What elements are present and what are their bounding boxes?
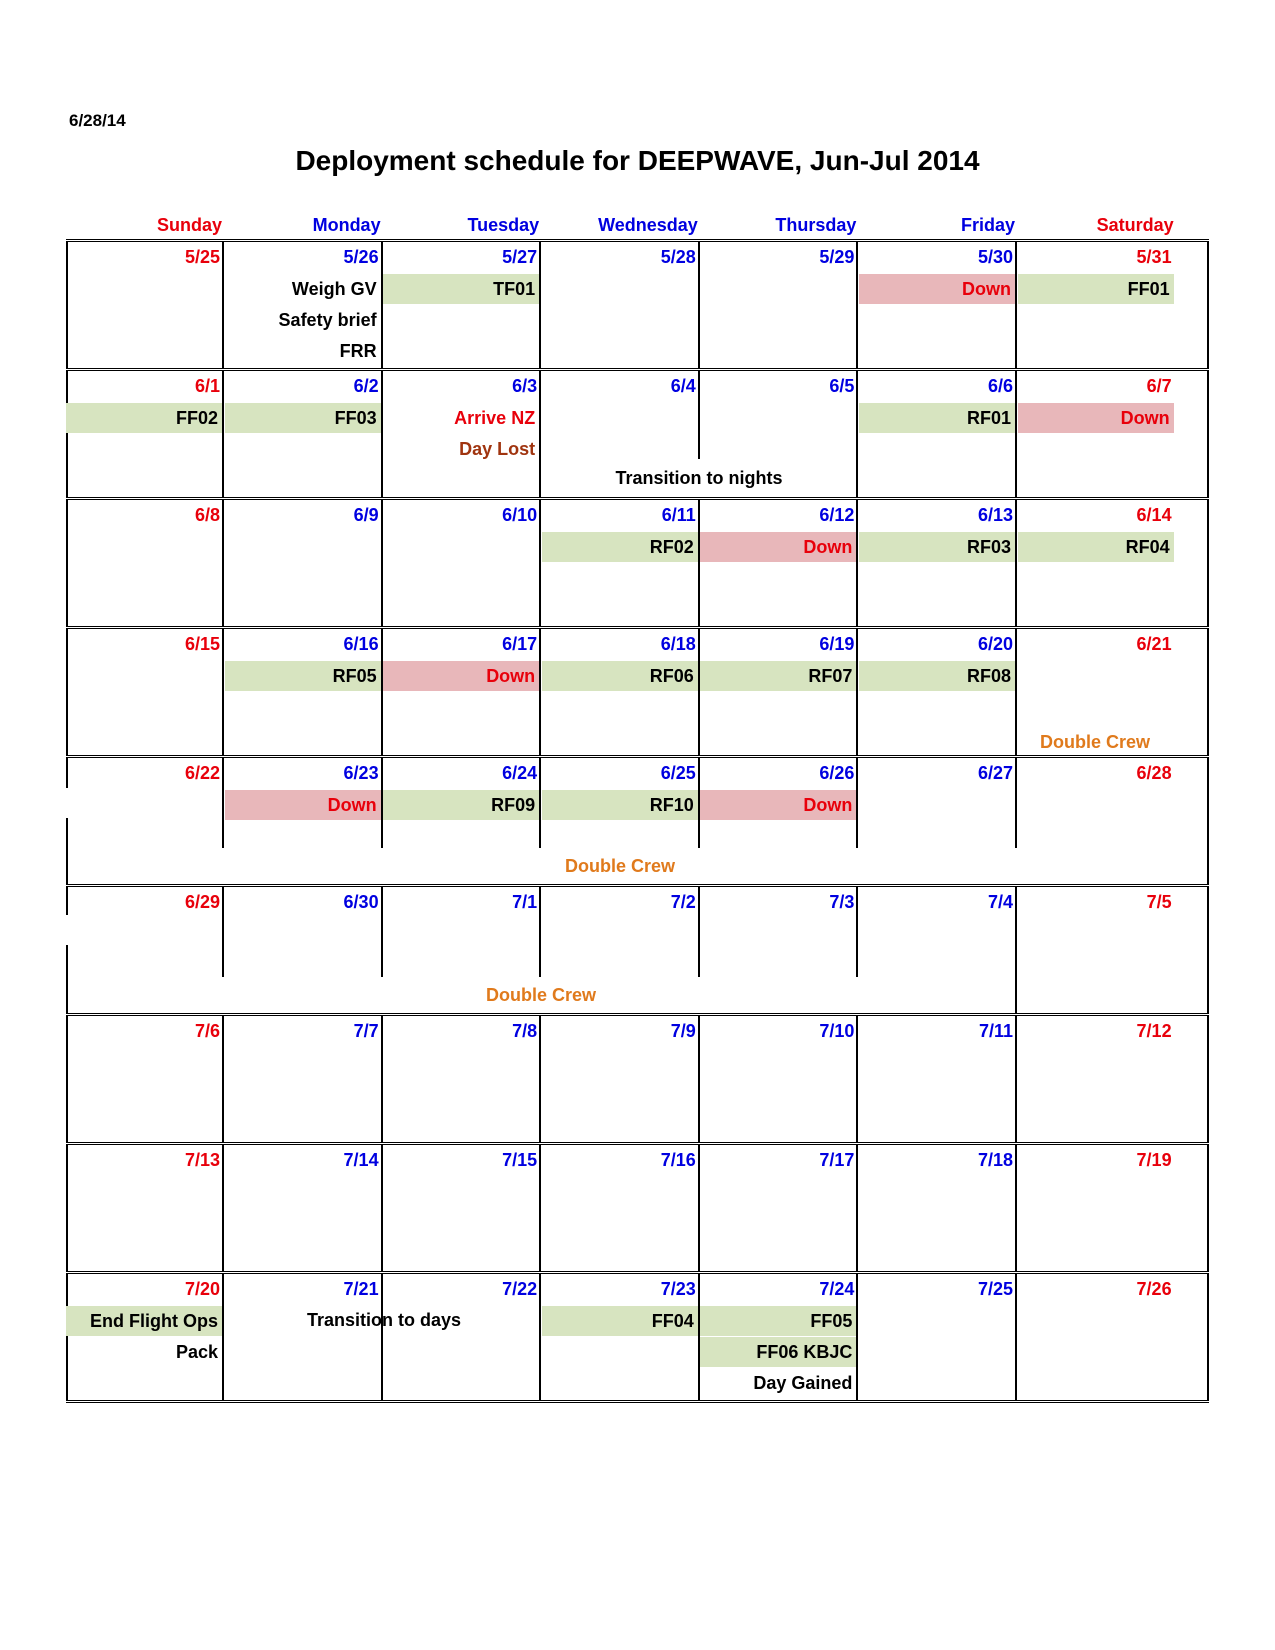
right-border	[1207, 887, 1209, 1013]
flight-label: FF02	[66, 403, 222, 433]
day-number: 5/25	[184, 247, 220, 267]
flight-label: FF04	[542, 1306, 698, 1336]
page-title: Deployment schedule for DEEPWAVE, Jun-Jul 2014	[295, 145, 980, 176]
day-number: 7/11	[978, 1021, 1013, 1041]
day-number: 6/15	[184, 634, 220, 654]
day-number: 7/5	[1146, 892, 1172, 912]
down-day-label: Down	[700, 532, 856, 562]
day-number: 6/20	[977, 634, 1013, 654]
day-number: 7/17	[819, 1150, 855, 1170]
day-cell	[859, 242, 1017, 368]
day-number: 6/7	[1146, 376, 1172, 396]
flight-label: RF09	[383, 790, 539, 820]
week-row	[66, 1142, 1209, 1271]
day-header-monday: Monday	[312, 215, 381, 235]
day-cell	[700, 242, 858, 368]
day-cell	[66, 242, 224, 368]
day-cell	[383, 242, 541, 368]
spanning-note: Transition to nights	[615, 468, 783, 488]
day-number: 7/1	[512, 892, 538, 912]
day-cell	[1018, 242, 1176, 368]
day-number: 6/24	[502, 763, 538, 783]
document-date: 6/28/14	[69, 111, 126, 130]
right-border	[1207, 242, 1209, 368]
day-header-thursday: Thursday	[775, 215, 857, 235]
event-label: Weigh GV	[291, 279, 377, 299]
week-row	[66, 1013, 1209, 1142]
day-cell	[225, 500, 383, 626]
day-number: 7/3	[829, 892, 855, 912]
day-number: 6/18	[660, 634, 696, 654]
day-number: 7/13	[184, 1150, 220, 1170]
day-cell	[542, 629, 700, 755]
day-number: 5/30	[977, 247, 1013, 267]
day-cell	[859, 371, 1017, 497]
spanning-note: Double Crew	[1039, 732, 1150, 752]
flight-label: End Flight Ops	[66, 1306, 222, 1336]
day-cell	[383, 371, 541, 497]
day-number: 6/19	[819, 634, 855, 654]
day-cell	[383, 1016, 541, 1142]
flight-label: FF01	[1018, 274, 1174, 304]
day-cell	[542, 500, 700, 626]
day-number: 7/8	[512, 1021, 538, 1041]
flight-label: FF05	[700, 1306, 856, 1336]
day-cell	[225, 1016, 383, 1142]
flight-label: RF03	[859, 532, 1015, 562]
day-number: 6/16	[343, 634, 379, 654]
spanning-note: Transition to days	[306, 1310, 462, 1330]
right-border	[1207, 500, 1209, 626]
down-day-label: Down	[1018, 403, 1174, 433]
day-cell	[859, 1274, 1017, 1400]
event-label: FRR	[339, 341, 377, 361]
event-label: Safety brief	[278, 310, 377, 330]
day-number: 7/2	[670, 892, 696, 912]
day-cell	[1018, 500, 1176, 626]
day-number: 5/26	[343, 247, 379, 267]
day-number: 7/25	[977, 1279, 1013, 1299]
day-cell	[225, 371, 383, 497]
day-cell	[542, 1016, 700, 1142]
day-number: 6/1	[194, 376, 220, 396]
day-number: 6/10	[502, 505, 538, 525]
right-border	[1207, 371, 1209, 497]
flight-label: RF01	[859, 403, 1015, 433]
spanning-note: Double Crew	[485, 985, 596, 1005]
day-header-saturday: Saturday	[1096, 215, 1174, 235]
day-cell	[66, 371, 224, 497]
day-number: 5/27	[502, 247, 538, 267]
day-cell	[859, 500, 1017, 626]
day-number: 7/4	[987, 892, 1013, 912]
day-number: 7/10	[819, 1021, 855, 1041]
day-number: 7/16	[660, 1150, 696, 1170]
week-row	[66, 368, 1209, 497]
day-number: 7/6	[194, 1021, 220, 1041]
day-number: 5/28	[660, 247, 696, 267]
day-cell	[383, 500, 541, 626]
calendar-grid	[66, 239, 1209, 1403]
flight-label: RF02	[542, 532, 698, 562]
day-cell	[700, 1145, 858, 1271]
day-number: 7/19	[1136, 1150, 1172, 1170]
day-number: 6/6	[987, 376, 1013, 396]
day-cell	[859, 1145, 1017, 1271]
day-number: 7/12	[1136, 1021, 1172, 1041]
right-border	[1207, 1145, 1209, 1271]
day-number: 7/7	[353, 1021, 379, 1041]
flight-label: RF06	[542, 661, 698, 691]
down-day-label: Down	[700, 790, 856, 820]
week-row	[66, 626, 1209, 755]
flight-label: RF07	[700, 661, 856, 691]
flight-label: RF08	[859, 661, 1015, 691]
day-number: 6/11	[661, 505, 696, 525]
flight-label: TF01	[383, 274, 539, 304]
right-border	[1207, 1016, 1209, 1142]
day-number: 6/8	[194, 505, 220, 525]
day-number: 6/22	[184, 763, 220, 783]
day-cell	[1018, 1274, 1176, 1400]
day-cell	[859, 1016, 1017, 1142]
day-number: 5/29	[819, 247, 855, 267]
event-label: Day Lost	[459, 439, 536, 459]
day-number: 6/14	[1136, 505, 1172, 525]
day-cell	[66, 500, 224, 626]
day-number: 6/30	[343, 892, 379, 912]
day-cell	[1018, 887, 1176, 1013]
flight-label: RF10	[542, 790, 698, 820]
day-number: 6/5	[829, 376, 855, 396]
day-number: 6/12	[819, 505, 855, 525]
week-row	[66, 239, 1209, 368]
day-cell	[542, 1145, 700, 1271]
day-header-tuesday: Tuesday	[467, 215, 540, 235]
day-number: 7/24	[819, 1279, 855, 1299]
day-cell	[383, 1274, 541, 1400]
event-label: Pack	[175, 1342, 218, 1362]
day-cell	[542, 242, 700, 368]
day-header-sunday: Sunday	[156, 215, 222, 235]
flight-label: FF03	[225, 403, 381, 433]
week-row	[66, 1271, 1209, 1403]
event-label: Day Gained	[753, 1373, 853, 1393]
day-cell	[1018, 1145, 1176, 1271]
flight-label: RF05	[225, 661, 381, 691]
day-number: 6/25	[660, 763, 696, 783]
day-cell	[225, 1274, 383, 1400]
flight-label: FF06 KBJC	[700, 1337, 856, 1367]
day-number: 7/15	[502, 1150, 538, 1170]
day-cell	[383, 1145, 541, 1271]
day-cell	[700, 629, 858, 755]
day-cell	[225, 629, 383, 755]
day-cell	[225, 242, 383, 368]
day-cell	[66, 1145, 224, 1271]
day-number: 6/29	[184, 892, 220, 912]
week-row	[66, 884, 1209, 1013]
day-cell	[859, 629, 1017, 755]
spanning-note: Double Crew	[564, 856, 675, 876]
day-number: 6/4	[670, 376, 696, 396]
day-number: 6/21	[1136, 634, 1172, 654]
week-row	[66, 755, 1209, 884]
day-header-friday: Friday	[960, 215, 1015, 235]
day-cell	[383, 629, 541, 755]
day-number: 7/14	[343, 1150, 379, 1170]
down-day-label: Down	[383, 661, 539, 691]
right-border	[1207, 758, 1209, 884]
day-cell	[700, 1274, 858, 1400]
day-number: 7/26	[1136, 1279, 1172, 1299]
day-number: 7/21	[343, 1279, 379, 1299]
event-label: Arrive NZ	[454, 408, 536, 428]
right-border	[1207, 1274, 1209, 1400]
day-number: 7/23	[660, 1279, 696, 1299]
day-cell	[66, 629, 224, 755]
week-row	[66, 497, 1209, 626]
day-number: 6/2	[353, 376, 379, 396]
down-day-label: Down	[225, 790, 381, 820]
day-cell	[66, 1274, 224, 1400]
day-cell	[1018, 1016, 1176, 1142]
day-number: 6/3	[512, 376, 538, 396]
day-number: 7/22	[502, 1279, 538, 1299]
day-cell	[542, 1274, 700, 1400]
day-header-wednesday: Wednesday	[598, 215, 698, 235]
day-number: 6/13	[977, 505, 1013, 525]
right-border	[1207, 629, 1209, 755]
day-number: 6/9	[353, 505, 379, 525]
day-cell	[225, 1145, 383, 1271]
down-day-label: Down	[859, 274, 1015, 304]
day-number: 6/27	[977, 763, 1013, 783]
day-number: 5/31	[1136, 247, 1172, 267]
day-cell	[1018, 371, 1176, 497]
day-number: 7/18	[977, 1150, 1013, 1170]
day-cell	[700, 500, 858, 626]
day-number: 7/20	[184, 1279, 220, 1299]
day-number: 6/23	[343, 763, 379, 783]
day-cell	[66, 1016, 224, 1142]
day-number: 6/26	[819, 763, 855, 783]
flight-label: RF04	[1018, 532, 1174, 562]
day-number: 6/17	[502, 634, 538, 654]
day-cell	[700, 1016, 858, 1142]
day-number: 6/28	[1136, 763, 1172, 783]
day-number: 7/9	[670, 1021, 696, 1041]
